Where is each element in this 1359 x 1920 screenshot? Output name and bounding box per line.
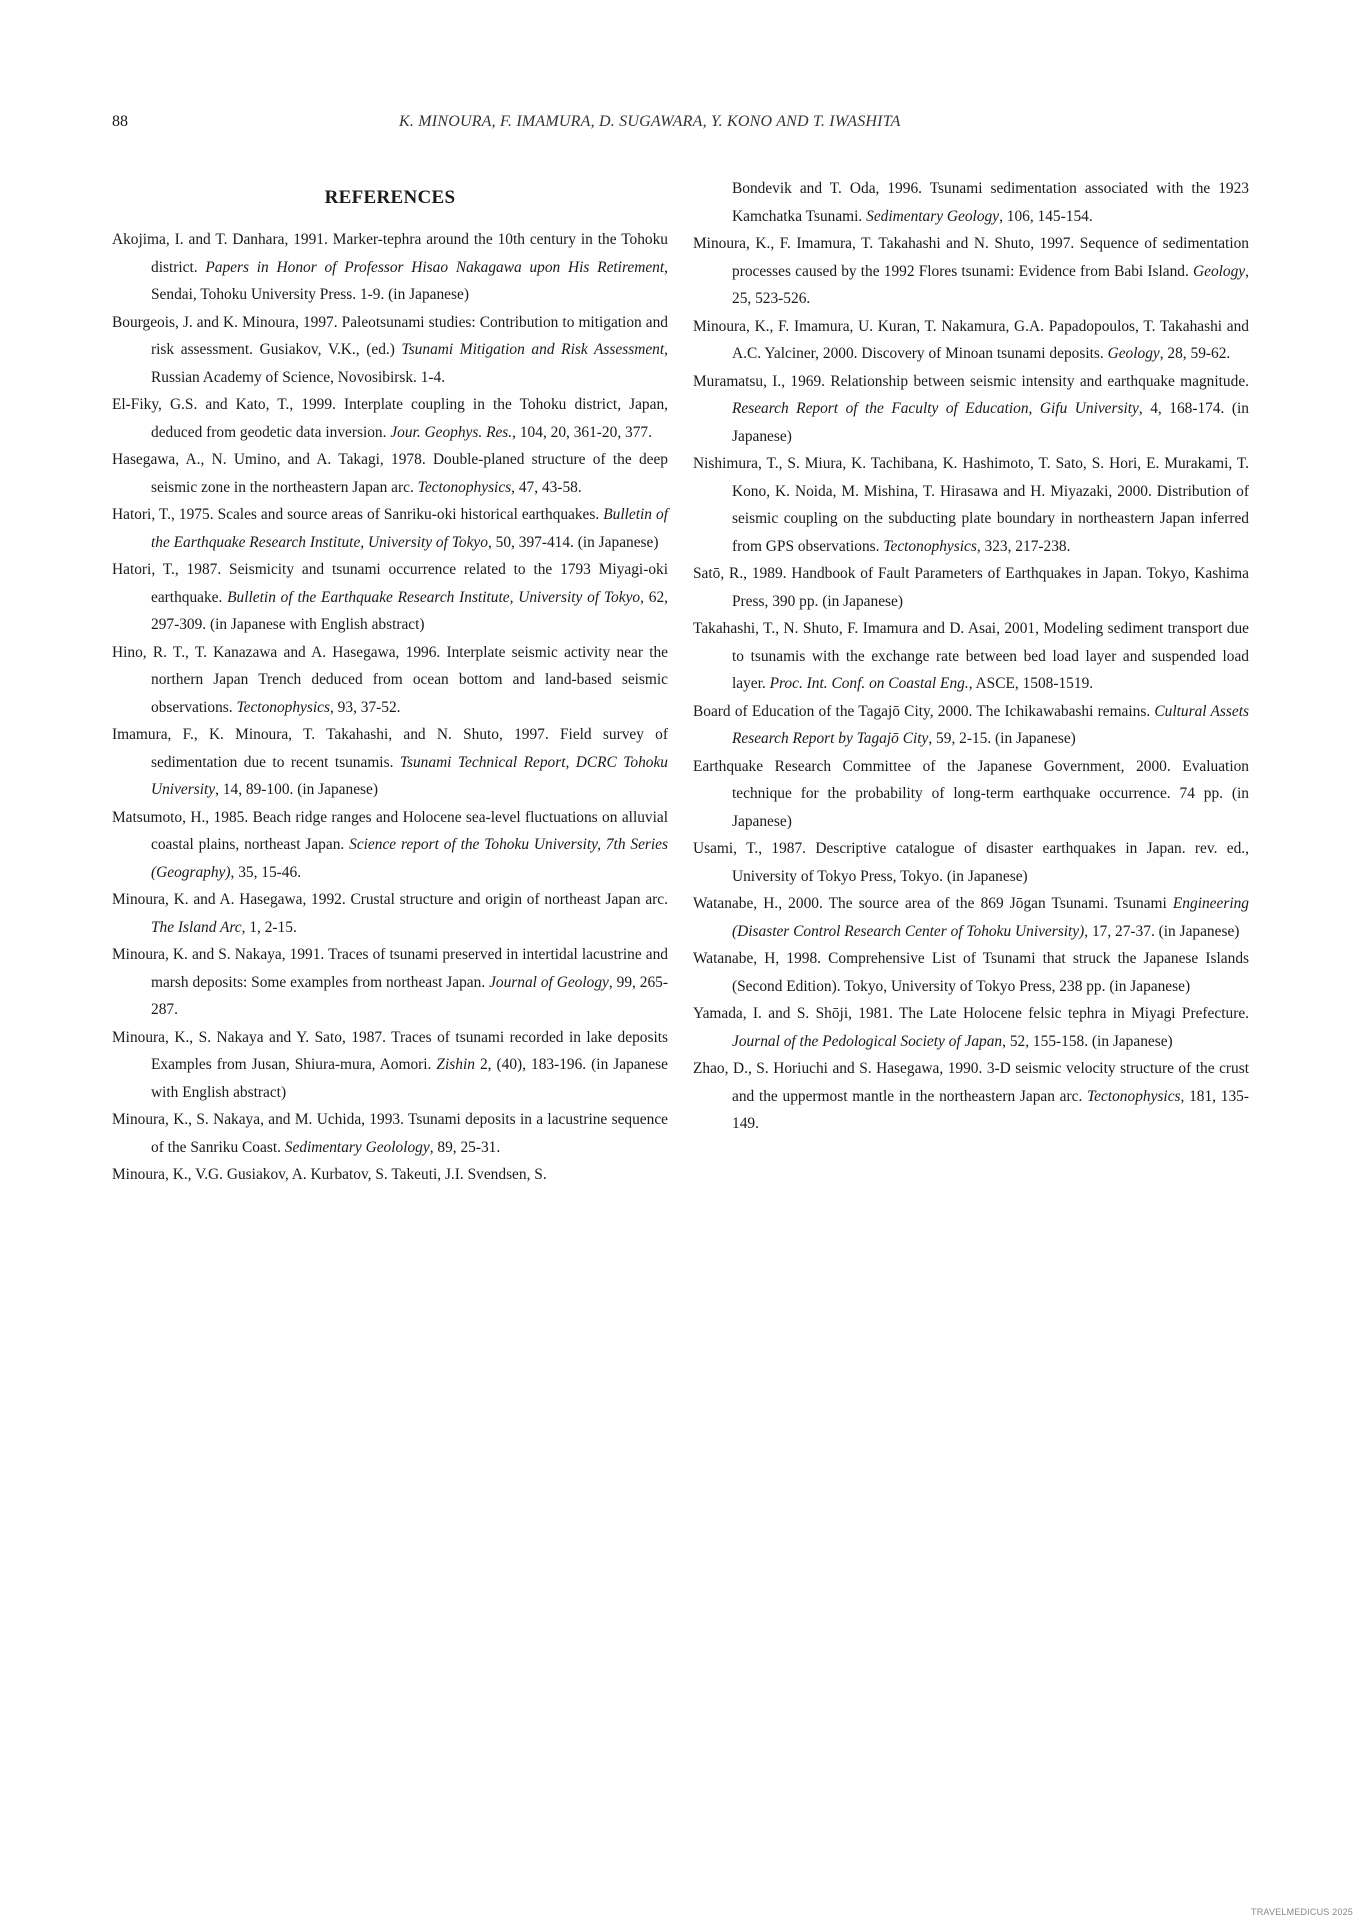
reference-entry: Usami, T., 1987. Descriptive catalogue of disaster earthquakes in Japan. rev. ed., University of Tokyo Press, Tokyo. (in Japanese) [693,840,1249,885]
reference-entry: Minoura, K., S. Nakaya, and M. Uchida, 1993. Tsunami deposits in a lacustrine sequence of the Sanriku Coast. Sedimentary Geolology, 89, 25-31. [112,1111,668,1156]
right-reference-list [693,230,1249,1138]
reference-entry: Minoura, K., V.G. Gusiakov, A. Kurbatov, S. Takeuti, J.I. Svendsen, S. [112,1166,547,1183]
references-right-column [693,175,1249,1138]
reference-entry: El-Fiky, G.S. and Kato, T., 1999. Interplate coupling in the Tohoku district, Japan, deduced from geodetic data inversion. Jour. Geophys. Res., 104, 20, 361-20, 377. [112,396,668,441]
reference-entry: Bourgeois, J. and K. Minoura, 1997. Paleotsunami studies: Contribution to mitigation and risk assessment. Gusiakov, V.K., (ed.) Tsunami Mitigation and Risk Assessment, Russian Academy of Science, Novosibirsk. 1-4. [112,313,668,386]
reference-entry: Imamura, F., K. Minoura, T. Takahashi, and N. Shuto, 1997. Field survey of sedimentation due to recent tsunamis. Tsunami Technical Report, DCRC Tohoku University, 14, 89-100. (in Japanese) [112,726,668,798]
reference-entry: Board of Education of the Tagajō City, 2000. The Ichikawabashi remains. Cultural Assets Research Report by Tagajō City, 59, 2-15. (in Japanese) [693,702,1249,747]
reference-entry: Hatori, T., 1987. Seismicity and tsunami occurrence related to the 1793 Miyagi-oki earthquake. Bulletin of the Earthquake Research Institute, University of Tokyo, 62, 297-309. (in Japanese with English abstract) [112,561,668,633]
reference-entry: Nishimura, T., S. Miura, K. Tachibana, K. Hashimoto, T. Sato, S. Hori, E. Murakami, T. Kono, K. Noida, M. Mishina, T. Hirasawa and H. Miyazaki, 2000. Distribution of seismic coupling on the subducting plate boundary in northeastern Japan inferred from GPS observations. Tectonophysics, 323, 217-238. [693,455,1249,555]
reference-entry: Hasegawa, A., N. Umino, and A. Takagi, 1978. Double-planed structure of the deep seismic zone in the northeastern Japan arc. Tectonophysics, 47, 43-58. [112,451,668,496]
reference-entry: Zhao, D., S. Horiuchi and S. Hasegawa, 1990. 3-D seismic velocity structure of the crust and the uppermost mantle in the northeastern Japan arc. Tectonophysics, 181, 135-149. [693,1060,1249,1132]
reference-entry: Hatori, T., 1975. Scales and source areas of Sanriku-oki historical earthquakes. Bulletin of the Earthquake Research Institute, University of Tokyo, 50, 397-414. (in Japanese) [112,506,668,551]
reference-entry: Minoura, K., F. Imamura, U. Kuran, T. Nakamura, G.A. Papadopoulos, T. Takahashi and A.C. Yalciner, 2000. Discovery of Minoan tsunami deposits. Geology, 28, 59-62. [693,317,1249,362]
reference-entry: Hino, R. T., T. Kanazawa and A. Hasegawa, 1996. Interplate seismic activity near the northern Japan Trench deduced from ocean bottom and land-based seismic observations. Tectonophysics, 93, 37-52. [112,643,668,716]
reference-entry: Minoura, K. and A. Hasegawa, 1992. Crustal structure and origin of northeast Japan arc. The Island Arc, 1, 2-15. [112,891,668,936]
page-number: 88 [112,113,128,130]
reference-entry: Minoura, K. and S. Nakaya, 1991. Traces of tsunami preserved in intertidal lacustrine and marsh deposits: Some examples from northeast Japan. Journal of Geology, 99, 265-287. [112,946,668,1018]
reference-entry: Satō, R., 1989. Handbook of Fault Parameters of Earthquakes in Japan. Tokyo, Kashima Press, 390 pp. (in Japanese) [693,565,1249,610]
reference-entry: Yamada, I. and S. Shōji, 1981. The Late Holocene felsic tephra in Miyagi Prefecture. Journal of the Pedological Society of Japan, 52, 155-158. (in Japanese) [693,1005,1249,1050]
reference-entry: Takahashi, T., N. Shuto, F. Imamura and D. Asai, 2001, Modeling sediment transport due to tsunamis with the exchange rate between bed load layer and suspended load layer. Proc. Int. Conf. on Coastal Eng., ASCE, 1508-1519. [693,620,1249,692]
reference-entry: Muramatsu, I., 1969. Relationship between seismic intensity and earthquake magnitude. Research Report of the Faculty of Education, Gifu University, 4, 168-174. (in Japanese) [693,372,1249,445]
reference-entry: Watanabe, H, 1998. Comprehensive List of Tsunami that struck the Japanese Islands (Second Edition). Tokyo, University of Tokyo Press, 238 pp. (in Japanese) [693,950,1249,995]
reference-continuation: Bondevik and T. Oda, 1996. Tsunami sedimentation associated with the 1923 Kamchatka Tsunami. Sedimentary Geology, 106, 145-154. [732,180,1249,225]
reference-entry: Watanabe, H., 2000. The source area of the 869 Jōgan Tsunami. Tsunami Engineering (Disaster Control Research Center of Tohoku University), 17, 27-37. (in Japanese) [693,895,1249,940]
reference-entry: Akojima, I. and T. Danhara, 1991. Marker-tephra around the 10th century in the Tohoku district. Papers in Honor of Professor Hisao Nakagawa upon His Retirement, Sendai, Tohoku University Press. 1-9. (in Japanese) [112,231,668,303]
left-reference-list [112,226,668,1189]
reference-entry: Earthquake Research Committee of the Japanese Government, 2000. Evaluation technique for the probability of long-term earthquake occurrence. 74 pp. (in Japanese) [693,757,1249,830]
references-heading: REFERENCES [324,187,456,208]
references-left-column [112,176,668,1189]
reference-entry: Minoura, K., S. Nakaya and Y. Sato, 1987. Traces of tsunami recorded in lake deposits Examples from Jusan, Shiura-mura, Aomori. Zishin 2, (40), 183-196. (in Japanese with English abstract) [112,1028,668,1101]
watermark: TRAVELMEDICUS 2025 [1251,1907,1353,1917]
running-head: K. MINOURA, F. IMAMURA, D. SUGAWARA, Y. KONO AND T. IWASHITA [399,113,901,130]
reference-entry: Matsumoto, H., 1985. Beach ridge ranges and Holocene sea-level fluctuations on alluvial coastal plains, northeast Japan. Science report of the Tohoku University, 7th Series (Geography), 35, 15-46. [112,808,669,881]
reference-entry: Minoura, K., F. Imamura, T. Takahashi and N. Shuto, 1997. Sequence of sedimentation processes caused by the 1992 Flores tsunami: Evidence from Babi Island. Geology, 25, 523-526. [693,235,1249,307]
